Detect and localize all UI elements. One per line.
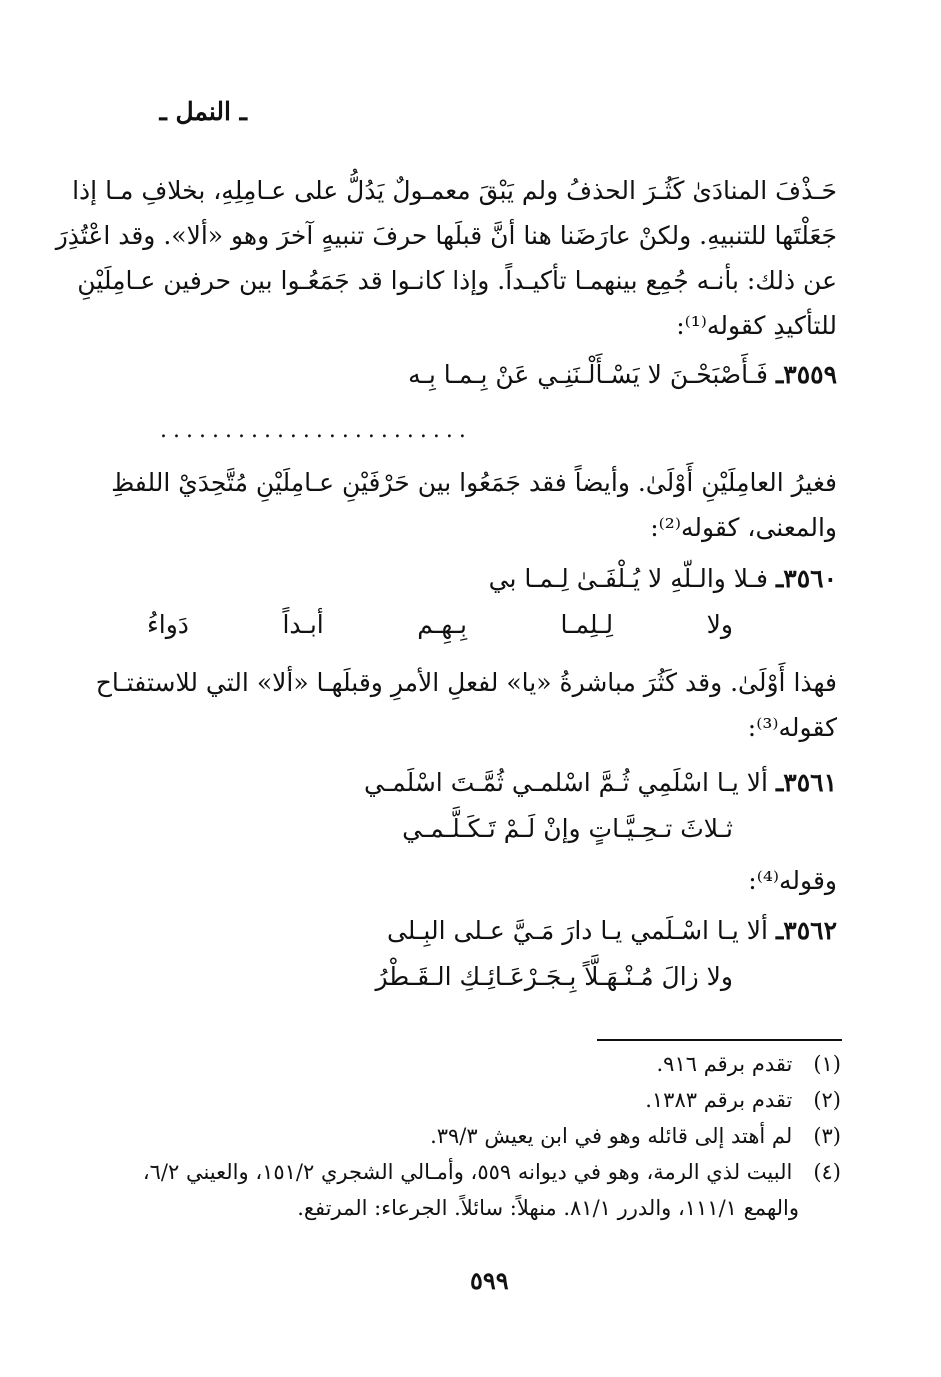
footnote-1 [656, 1052, 841, 1076]
footnote-number: (١) [813, 1052, 841, 1076]
footnote-separator [597, 1039, 842, 1041]
ellipsis-dots: ........................ [160, 418, 472, 443]
verse-number: ٣٥٦٠ـ [775, 564, 837, 593]
footnote-text: لم أهتد إلى قائله وهو في ابن يعيش ٣٩/٣. [430, 1124, 793, 1148]
footnote-4-continuation: والهمع ١١١/١، والدرر ٨١/١. منهلاً: سائلاً. الجرعاء: المرتفع. [297, 1196, 799, 1220]
running-header: ـ النمل ـ [159, 97, 247, 126]
text-line: للتأكيدِ كقوله⁽¹⁾: [676, 311, 837, 340]
verse-hemistich-1: ألا يـا اسْـلَمي يـا دارَ مَـيَّ عـلى البِـلى [386, 916, 768, 945]
paragraph-1 [55, 168, 837, 348]
page-number: ٥٩٩ [470, 1266, 509, 1295]
text-line: فغيرُ العامِلَيْنِ أَوْلَىٰ. وأيضاً فقد جَمَعُوا بين حَرْفَيْنِ عـامِلَيْنِ مُتَّحِدَيْ اللفظِ [111, 468, 837, 497]
footnote-text: البيت لذي الرمة، وهو في ديوانه ٥٥٩، وأمـالي الشجري ١٥١/٢، والعيني ٦/٢، [142, 1160, 793, 1184]
footnote-number: (٣) [813, 1124, 841, 1148]
footnote-4 [143, 1160, 841, 1184]
verse-word: أبـداً [282, 610, 324, 639]
verse-word: لِـلِمـا [560, 610, 614, 639]
text-line: جَعَلْتَها للتنبيهِ. ولكنْ عارَضَنا هنا أنَّ قبلَها حرفَ تنبيهٍ آخرَ وهو «ألا». وقد اعْتُذِرَ [55, 221, 837, 250]
verse-hemistich-1: فـلا والـلّهِ لا يُـلْفَـىٰ لِـمـا بي [488, 564, 768, 593]
paragraph-3 [95, 660, 837, 750]
verse-number: ٣٥٦١ـ [775, 768, 837, 797]
verse-number: ٣٥٥٩ـ [775, 360, 837, 389]
verse-number: ٣٥٦٢ـ [775, 916, 837, 945]
paragraph-2 [111, 460, 837, 550]
text-line: وقوله⁽⁴⁾: [748, 866, 837, 895]
verse-hemistich-1: ألا يـا اسْلَمِي ثُـمَّ اسْلمـي ثُمَّـتَ اسْلَمـي [363, 768, 768, 797]
text-line: والمعنى، كقوله⁽²⁾: [650, 513, 837, 542]
footnote-2 [645, 1088, 841, 1112]
text-line: حَـذْفَ المنادَىٰ كَثُـرَ الحذفُ ولم يَبْقَ معمـولٌ يَدُلُّ على عـامِلِهِ، بخلافِ مـا إذا [72, 176, 837, 205]
intro-quote-4 [147, 858, 837, 903]
footnote-number: (٢) [813, 1088, 841, 1112]
text-line: فهذا أَوْلَىٰ. وقد كَثُرَ مباشرةُ «يا» لفعلِ الأمرِ وقبلَهـا «ألا» التي للاستفتـاح [95, 668, 837, 697]
verse-hemistich-2: ثـلاثَ تـحِـيَّـاتٍ وإنْ لَـمْ تَـكَـلَّـمـي [402, 814, 733, 843]
verse-hemistich-2 [147, 610, 837, 639]
verse-word: بِـهِـم [417, 610, 468, 639]
verse-text: فَـأَصْبَحْـنَ لا يَسْـأَلْـنَنِـي عَنْ بِـمـا بِـه [408, 360, 768, 389]
footnote-number: (٤) [813, 1160, 841, 1184]
text-line: عن ذلك: بأنـه جُمِع بينهمـا تأكيـداً. وإذا كانـوا قد جَمَعُـوا بين حرفين عـامِلَيْنِ [77, 266, 837, 295]
verse-word: ولا [706, 610, 733, 639]
verse-hemistich-2: ولا زالَ مُـنْـهَـلَّاً بِـجَـرْعَـائِـكِ الـقَـطْرُ [375, 962, 733, 991]
footnote-3 [430, 1124, 841, 1148]
footnote-text: تقدم برقم ١٣٨٣. [645, 1088, 793, 1112]
text-line: كقوله⁽³⁾: [747, 713, 837, 742]
footnote-text: تقدم برقم ٩١٦. [656, 1052, 793, 1076]
verse-word: دَواءُ [147, 610, 189, 639]
